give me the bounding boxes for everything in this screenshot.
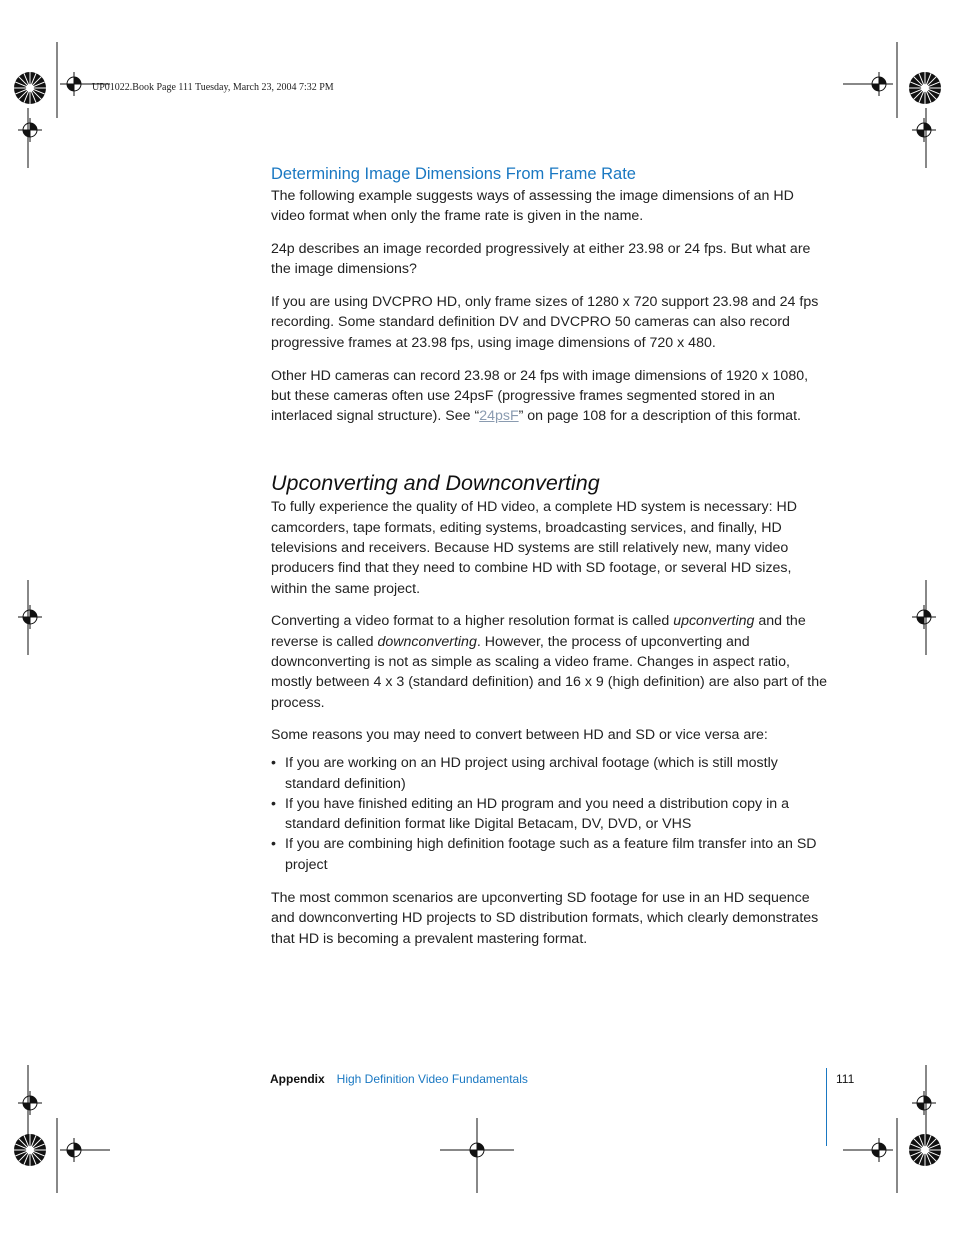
bullet-icon: •: [271, 795, 276, 812]
paragraph-text: Converting a video format to a higher resolution format is called: [271, 613, 674, 630]
paragraph: [271, 366, 831, 427]
emphasis-term: downconverting: [377, 633, 477, 650]
footer-chapter-title: High Definition Video Fundamentals: [336, 1072, 528, 1086]
list-item: [271, 794, 831, 835]
registration-mark-left-middle: [18, 605, 42, 629]
list-item: [271, 834, 831, 875]
registration-mark-right-lower: [912, 1091, 936, 1115]
paragraph: The most common scenarios are upconverting SD footage for use in an HD sequence and downconverting HD projects to SD distribution formats, which clearly demonstrates that HD is becoming a prevalent mastering format.: [271, 890, 819, 947]
sunburst-mark-top-right: [909, 72, 941, 104]
list-item-text: If you are combining high definition footage such as a feature film transfer into an SD project: [285, 836, 817, 873]
paragraph: To fully experience the quality of HD video, a complete HD system is necessary: HD camcorders, tape formats, editing systems, broadcasting services, and finally, HD televisions and receivers. Because HD systems are still relatively new, many video producers find that they need to combine HD with SD footage, or several HD sizes, within the same project.: [271, 499, 797, 597]
registration-mark-left-upper: [18, 118, 42, 142]
footer-chapter-label: Appendix: [270, 1072, 325, 1086]
page-number: 111: [836, 1072, 855, 1086]
cross-reference-link-24psf[interactable]: 24psF: [479, 408, 519, 425]
paragraph-text: . However, the process of upconverting and downconverting is not as simple as scaling a video frame. Changes in aspect ratio, mostly between 4 x 3 (standard definition) and 16 x 9 (high definition) are also part of the process.: [271, 633, 828, 711]
section-heading-frame-rate: Determining Image Dimensions From Frame Rate: [271, 165, 636, 183]
page-content: [271, 163, 831, 961]
paragraph-text: ” on page 108 for a description of this format.: [518, 408, 801, 425]
paragraph-text: Other HD cameras can record 23.98 or 24 fps with image dimensions of 1920 x 1080, but these cameras often use 24psF (progressive frames segmented stored in an interlaced signal structure). See “: [271, 367, 809, 425]
paragraph-text: and the reverse is called: [271, 613, 806, 650]
emphasis-term: upconverting: [673, 613, 755, 630]
list-item-text: If you have finished editing an HD program and you need a distribution copy in a standard definition format like Digital Betacam, DV, DVD, or VHS: [285, 795, 789, 833]
paragraph: [271, 611, 831, 712]
sunburst-mark-top-left: [14, 72, 46, 104]
bullet-icon: •: [271, 836, 276, 853]
sunburst-mark-bottom-right: [909, 1134, 941, 1166]
paragraph: 24p describes an image recorded progressively at either 23.98 or 24 fps. But what are the image dimensions?: [271, 241, 811, 278]
footer-divider: [826, 1068, 827, 1146]
section-heading-upconverting: Upconverting and Downconverting: [271, 471, 600, 496]
paragraph: The following example suggests ways of assessing the image dimensions of an HD video format when only the frame rate is given in the name.: [271, 188, 794, 225]
list-item: [271, 753, 831, 794]
print-header: UP01022.Book Page 111 Tuesday, March 23, 2004 7:32 PM: [92, 82, 334, 93]
registration-mark-right-upper: [912, 118, 936, 142]
page-footer: [270, 1072, 528, 1086]
registration-mark-right-middle: [912, 605, 936, 629]
bullet-list: [271, 753, 831, 875]
paragraph: Some reasons you may need to convert between HD and SD or vice versa are:: [271, 727, 768, 744]
list-item-text: If you are working on an HD project using archival footage (which is still mostly standard definition): [285, 755, 778, 792]
sunburst-mark-bottom-left: [14, 1134, 46, 1166]
bullet-icon: •: [271, 755, 276, 772]
paragraph: If you are using DVCPRO HD, only frame sizes of 1280 x 720 support 23.98 and 24 fps recording. Some standard definition DV and DVCPRO 50 cameras can also record progressive frames at 23.98 fps, using image dimensions of 720 x 480.: [271, 294, 819, 351]
registration-mark-left-lower: [18, 1091, 42, 1115]
